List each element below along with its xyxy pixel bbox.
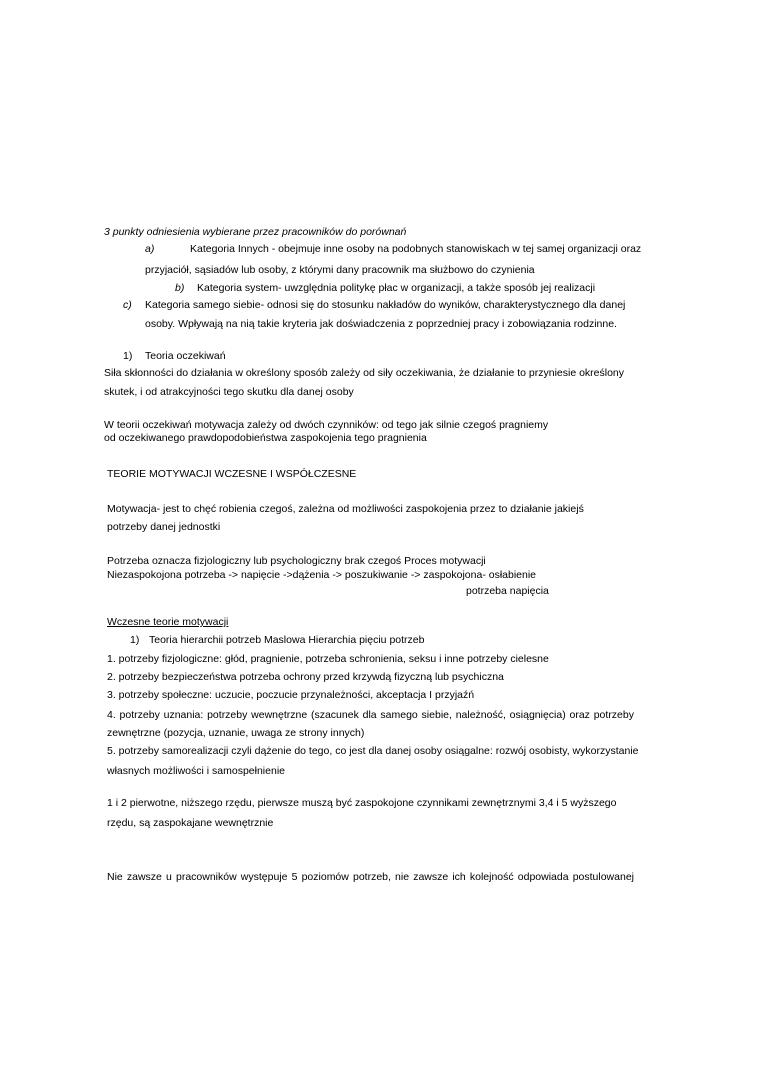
item-c-line1: Kategoria samego siebie- odnosi się do stosunku nakładów do wyników, charakterystycznego dla danej — [145, 299, 626, 311]
need-line2: Niezaspokojona potrzeba -> napięcie ->dążenia -> poszukiwanie -> zaspokojona- osłabienie — [107, 569, 537, 581]
maslow-item-1: 1. potrzeby fizjologiczne: głód, pragnienie, potrzeba schronienia, seksu i inne potrzeby cielesne — [107, 653, 549, 665]
expect-p2-line1: W teorii oczekiwań motywacja zależy od dwóch czynników: od tego jak silnie czegoś pragniemy — [104, 419, 549, 431]
motivation-line2: potrzeby danej jednostki — [107, 521, 221, 533]
maslow-item-5-line1: 5. potrzeby samorealizacji czyli dążenie do tego, co jest dla danej osoby osiągalne: rozwój osobisty, wykorzystanie — [107, 745, 639, 757]
expect-title: Teoria oczekiwań — [145, 350, 226, 362]
section-title: TEORIE MOTYWACJI WCZESNE I WSPÓŁCZESNE — [107, 468, 357, 480]
maslow-item-5-line2: własnych możliwości i samospełnienie — [107, 765, 285, 777]
item-a-marker: a) — [145, 243, 155, 255]
item-b-line1: Kategoria system- uwzględnia politykę płac w organizacji, a także sposób jej realizacji — [197, 282, 596, 294]
levels-line1: 1 i 2 pierwotne, niższego rzędu, pierwsze muszą być zaspokojone czynnikami zewnętrznymi 3,4 i 5 wyższego — [107, 797, 617, 809]
item-b-marker: b) — [175, 282, 185, 294]
early-theories-title: Wczesne teorie motywacji — [107, 616, 229, 628]
maslow-item-4-line1: 4. potrzeby uznania: potrzeby wewnętrzne (szacunek dla samego siebie, należność, osiągnięcia) oraz potrzeby — [107, 709, 634, 721]
item-c-line2: osoby. Wpływają na nią takie kryteria jak doświadczenia z poprzedniej pracy i zobowiązania rodzinne. — [145, 318, 617, 330]
item-a-line2: przyjaciół, sąsiadów lub osoby, z którymi dany pracownik ma służbowo do czynienia — [145, 264, 535, 276]
maslow-item-3: 3. potrzeby społeczne: uczucie, poczucie przynależności, akceptacja I przyjaźń — [107, 689, 475, 701]
points-heading: 3 punkty odniesienia wybierane przez pracowników do porównań — [104, 226, 407, 238]
motivation-line1: Motywacja- jest to chęć robienia czegoś, zależna od możliwości zaspokojenia przez to działanie jakiejś — [107, 503, 584, 515]
expect-p1-line2: skutek, i od atrakcyjności tego skutku dla danej osoby — [104, 386, 354, 398]
expect-p1-line1: Siła skłonności do działania w określony sposób zależy od siły oczekiwania, że działanie to przyniesie określony — [104, 367, 625, 379]
last-line: Nie zawsze u pracowników występuje 5 poziomów potrzeb, nie zawsze ich kolejność odpowiada postulowanej — [107, 871, 634, 883]
maslow-number: 1) — [130, 634, 140, 646]
item-a-line1: Kategoria Innych - obejmuje inne osoby na podobnych stanowiskach w tej samej organizacji oraz — [190, 243, 642, 255]
need-line3: potrzeba napięcia — [466, 585, 549, 597]
levels-line2: rzędu, są zaspokajane wewnętrznie — [107, 817, 274, 829]
expect-p2-line2: od oczekiwanego prawdopodobieństwa zaspokojenia tego pragnienia — [104, 432, 427, 444]
need-line1: Potrzeba oznacza fizjologiczny lub psychologiczny brak czegoś Proces motywacji — [107, 555, 486, 567]
expect-number: 1) — [123, 350, 133, 362]
maslow-item-2: 2. potrzeby bezpieczeństwa potrzeba ochrony przed krzywdą fizyczną lub psychiczna — [107, 671, 504, 683]
maslow-title: Teoria hierarchii potrzeb Maslowa Hierarchia pięciu potrzeb — [149, 634, 425, 646]
item-c-marker: c) — [123, 299, 132, 311]
maslow-item-4-line2: zewnętrzne (pozycja, uznanie, uwaga ze strony innych) — [107, 727, 365, 739]
